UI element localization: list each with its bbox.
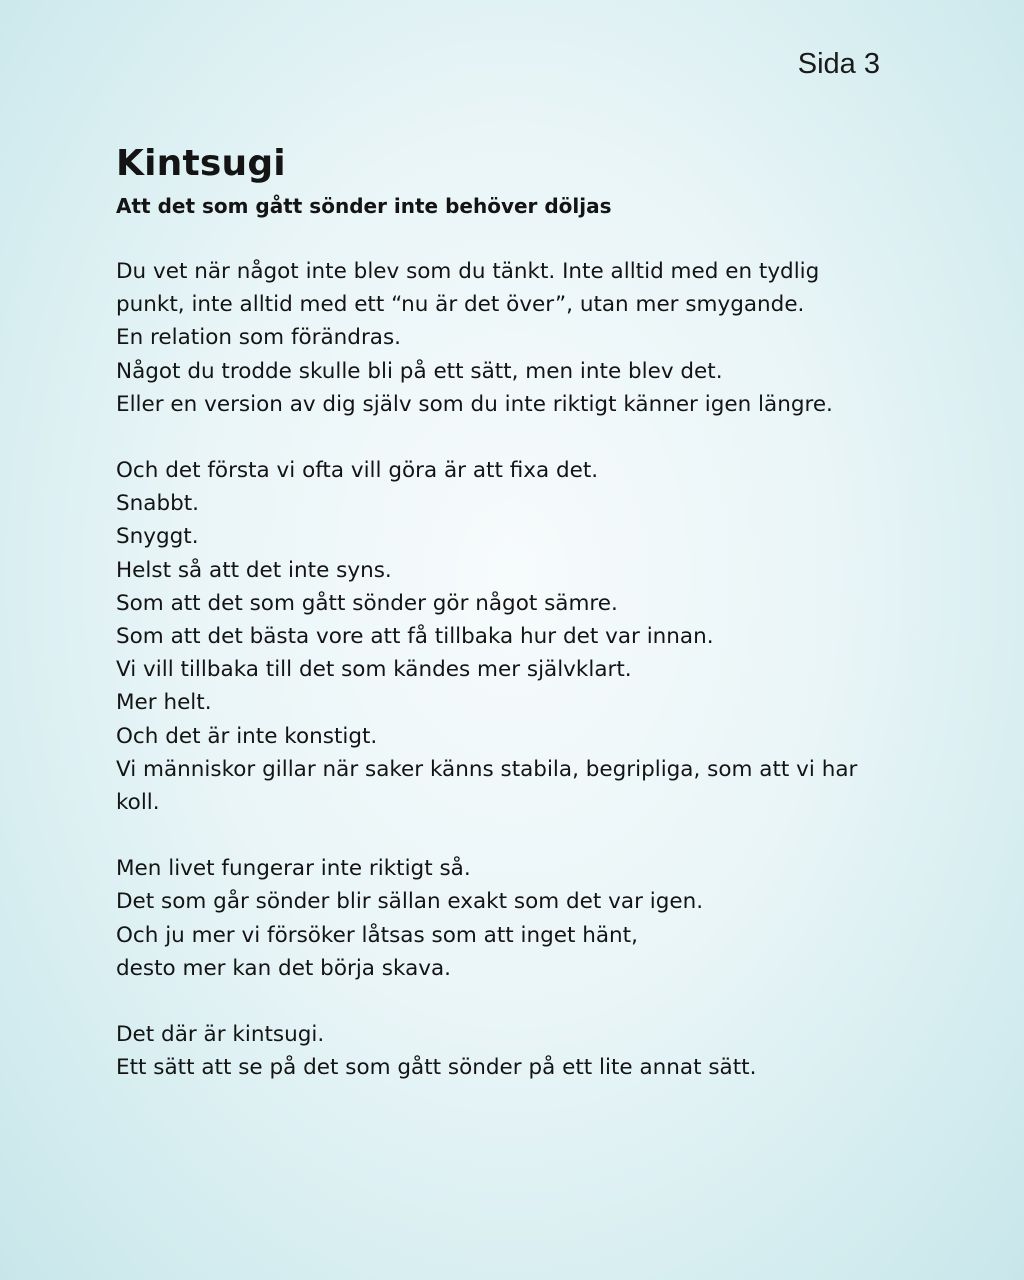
text-line: Och det första vi ofta vill göra är att fixa det. [116, 458, 599, 484]
article-title: Kintsugi [116, 143, 286, 184]
text-line: En relation som förändras. [116, 325, 402, 351]
text-line: punkt, inte alltid med ett “nu är det över”, utan mer smygande. [116, 292, 805, 318]
article [116, 141, 946, 1117]
page-number: Sida 3 [797, 48, 880, 80]
paragraph-3 [116, 852, 946, 985]
text-line: Det som går sönder blir sällan exakt som det var igen. [116, 889, 704, 915]
paragraph-2 [116, 454, 946, 819]
text-line: Vi vill tillbaka till det som kändes mer självklart. [116, 657, 632, 683]
text-line: Som att det bästa vore att få tillbaka hur det var innan. [116, 624, 714, 650]
text-line: Vi människor gillar när saker känns stabila, begripliga, som att vi har [116, 756, 858, 782]
text-line: Helst så att det inte syns. [116, 557, 392, 583]
text-line: Det där är kintsugi. [116, 1022, 325, 1048]
article-body [116, 255, 946, 1084]
article-subtitle: Att det som gått sönder inte behöver döljas [116, 194, 612, 218]
text-line: koll. [116, 790, 160, 816]
text-line: Som att det som gått sönder gör något sämre. [116, 590, 618, 616]
text-line: Mer helt. [116, 690, 212, 716]
text-line: desto mer kan det börja skava. [116, 955, 451, 981]
paragraph-4 [116, 1018, 946, 1084]
text-line: Och det är inte konstigt. [116, 723, 378, 749]
text-line: Eller en version av dig själv som du inte riktigt känner igen längre. [116, 391, 833, 417]
text-line: Men livet fungerar inte riktigt så. [116, 856, 471, 882]
text-line: Något du trodde skulle bli på ett sätt, men inte blev det. [116, 358, 723, 384]
text-line: Snyggt. [116, 524, 199, 550]
text-line: Ett sätt att se på det som gått sönder på ett lite annat sätt. [116, 1055, 757, 1081]
text-line: Snabbt. [116, 491, 200, 517]
paragraph-1 [116, 255, 946, 421]
text-line: Och ju mer vi försöker låtsas som att inget hänt, [116, 922, 638, 948]
text-line: Du vet när något inte blev som du tänkt. Inte alltid med en tydlig [116, 259, 820, 284]
